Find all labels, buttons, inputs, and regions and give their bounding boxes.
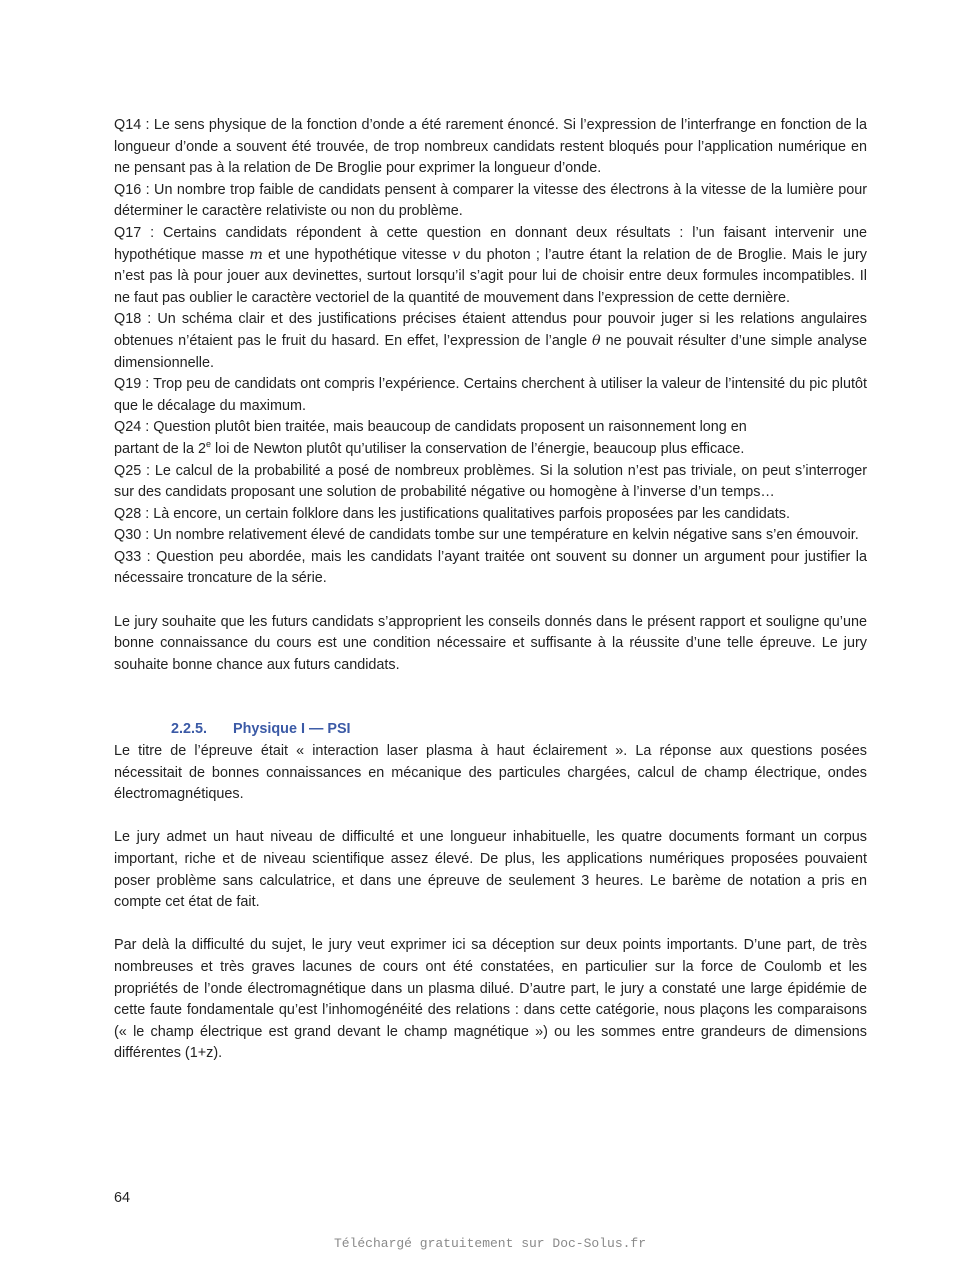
page-number: 64 — [114, 1190, 131, 1206]
spacer — [114, 590, 867, 612]
conclusion-paragraph: Le jury souhaite que les futurs candidats s’approprient les conseils donnés dans le présent rapport et souligne qu’une bonne connaissance du cours est une condition nécessaire et suffisante à la réussite d’une telle épreuve. Le jury souhaite bonne chance aux futurs candidats. — [114, 613, 867, 673]
spacer — [114, 914, 867, 936]
comment-q14: Q14 : Le sens physique de la fonction d’onde a été rarement énoncé. Si l’expression de l’interfrange en fonction de la longueur d’onde a souvent été trouvée, de trop nombreux candidats restent bloqués pour l’application numérique en ne pensant pas à la relation de De Broglie pour exprimer la longueur d’onde. — [114, 117, 867, 177]
section-paragraph-deception: Par delà la difficulté du sujet, le jury veut exprimer ici sa déception sur deux points importants. D’une part, de très nombreuses et très graves lacunes de cours ont été constatées, en particulier sur la force de Coulomb et les propriétés de l’onde électromagnétique dans un plasma dilué. D’autre part, le jury a constaté une large épidémie de cette faute fondamentale qu’est l’inhomogénéité des relations : dans cette catégorie, nous plaçons les comparaisons (« le champ électrique est grand devant le champ magnétique ») ou les sommes entre grandeurs de dimensions différentes (1+z). — [114, 937, 867, 1062]
q24-text-1: partant de la 2 — [114, 440, 207, 457]
comment-q19: Q19 : Trop peu de candidats ont compris l’expérience. Certains cherchent à utiliser la valeur de l’intensité du pic plutôt que le décalage du maximum. — [114, 376, 867, 414]
comment-q33: Q33 : Question peu abordée, mais les candidats l’ayant traitée ont souvent su donner un argument pour justifier la nécessaire troncature de la série. — [114, 548, 867, 587]
q18-text-2: ne pouvait résulter d’une simple analyse dimensionnelle. — [114, 332, 868, 371]
section-paragraph-difficulty: Le jury admet un haut niveau de difficulté et une longueur inhabituelle, les quatre documents formant un corpus important, riche et de niveau scientifique assez élevé. De plus, les applications numériques proposées pouvaient poser problème sans calculatrice, et dans une épreuve de seulement 3 heures. Le barème de notation a pris en compte cet état de fait. — [114, 829, 867, 911]
math-var-v: v — [452, 246, 461, 263]
document-page — [114, 115, 867, 1065]
q17-text-3: du photon ; l’autre étant la relation de de Broglie. Mais le jury n’est pas là pour jouer aux devinettes, surtout lorsqu’il s’agit pour lui de choisir entre deux formules incompatibles. Il ne faut pas oublier le caractère vectoriel de la quantité de mouvement dans l’expression de cette dernière. — [114, 246, 867, 306]
section-title: Physique I — PSI — [233, 721, 351, 738]
math-var-m: m — [249, 246, 263, 263]
math-var-theta: θ — [592, 332, 601, 349]
superscript-e: e — [206, 439, 212, 450]
comment-q30: Q30 : Un nombre relativement élevé de candidats tombe sur une température en kelvin négative sans s’en émouvoir. — [114, 527, 859, 544]
section-number: 2.2.5. — [171, 721, 208, 738]
comment-q24-line1: Q24 : Question plutôt bien traitée, mais beaucoup de candidats proposent un raisonnement long en — [114, 419, 747, 436]
comment-q16: Q16 : Un nombre trop faible de candidats pensent à comparer la vitesse des électrons à la vitesse de la lumière pour déterminer le caractère relativiste ou non du problème. — [114, 181, 867, 220]
q24-text-2: loi de Newton plutôt qu’utiliser la conservation de l’énergie, beaucoup plus efficace. — [211, 440, 745, 457]
comment-q18 — [114, 309, 867, 374]
q18-text-1: Q18 : Un schéma clair et des justifications précises étaient attendus pour pouvoir juger si les relations angulaires obtenues n’étaient pas le fruit du hasard. En effet, l’expression de l’angle — [114, 311, 867, 349]
comment-q24-line2 — [114, 439, 867, 461]
spacer — [114, 676, 867, 719]
section-heading — [114, 719, 867, 741]
q17-text-2: et une hypothétique vitesse — [262, 246, 453, 263]
q17-text-1: Q17 : Certains candidats répondent à cette question en donnant deux résultats : l’un faisant intervenir une hypothétique masse — [114, 224, 867, 263]
spacer — [114, 806, 867, 828]
footer-watermark: Téléchargé gratuitement sur Doc-Solus.fr — [333, 1236, 647, 1251]
section-paragraph-intro: Le titre de l’épreuve était « interaction laser plasma à haut éclairement ». La réponse aux questions posées nécessitait de bonnes connaissances en mécanique des particules chargées, calcul de champ électrique, ondes électromagnétiques. — [114, 743, 867, 803]
comment-q17 — [114, 223, 867, 309]
comment-q28: Q28 : Là encore, un certain folklore dans les justifications qualitatives parfois proposées par les candidats. — [114, 505, 790, 522]
comment-q25: Q25 : Le calcul de la probabilité a posé de nombreux problèmes. Si la solution n’est pas triviale, on peut s’interroger sur des candidats proposant une solution de probabilité négative ou homogène à l’inverse d’un temps… — [114, 462, 867, 501]
